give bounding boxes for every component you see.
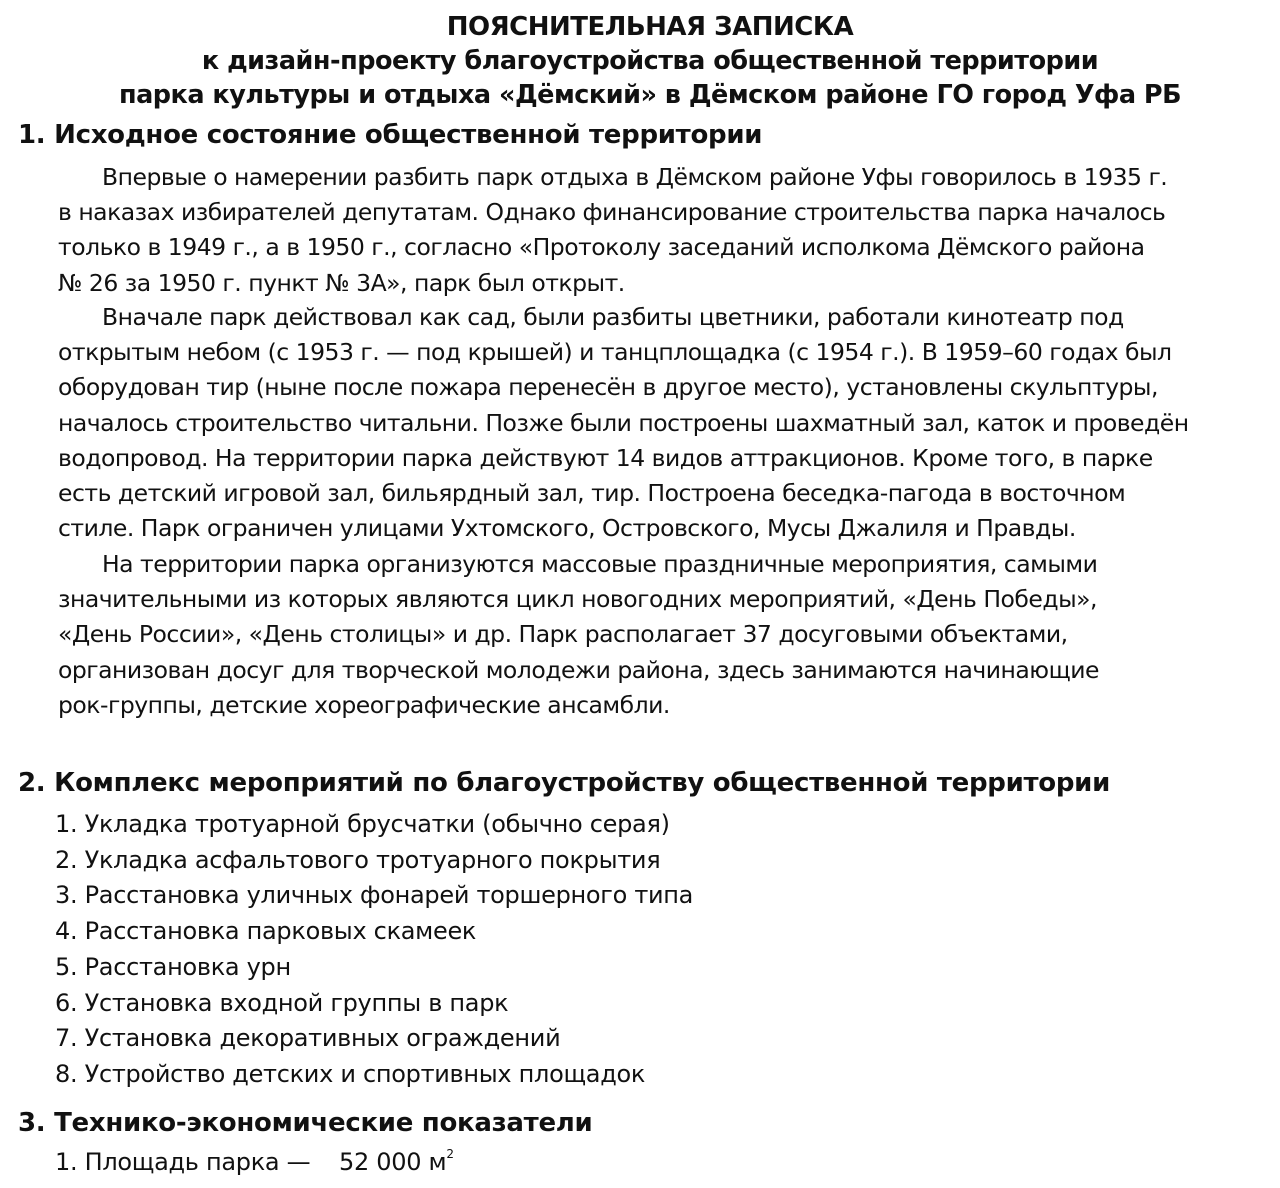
square-exponent: 2: [446, 1147, 454, 1161]
title-line-2: к дизайн-проекту благоустройства общественной территории: [201, 46, 1099, 76]
list-item: 2. Укладка асфальтового тротуарного покрытия: [55, 845, 661, 874]
section-1-paragraph-2: [58, 300, 1248, 546]
paragraph-line: есть детский игровой зал, бильярдный зал, тир. Построена беседка-пагода в восточном: [58, 479, 1126, 508]
paragraph-line: оборудован тир (ныне после пожара перенесён в другое место), установлены скульптуры,: [58, 373, 1158, 402]
paragraph-line: организован досуг для творческой молодежи района, здесь занимаются начинающие: [58, 655, 1099, 684]
title-line-3: парка культуры и отдыха «Дёмский» в Дёмском районе ГО город Уфа РБ: [118, 80, 1182, 110]
section-3-heading: 3. Технико-экономические показатели: [18, 1108, 593, 1138]
paragraph-line: началось строительство читальни. Позже были построены шахматный зал, каток и проведён: [58, 408, 1189, 437]
section-1-heading: 1. Исходное состояние общественной территории: [18, 120, 763, 150]
section-1-paragraph-1: [58, 160, 1248, 301]
paragraph-line: На территории парка организуются массовые праздничные мероприятия, самыми: [102, 550, 1098, 578]
list-item: 6. Установка входной группы в парк: [55, 988, 509, 1017]
paragraph-line: стиле. Парк ограничен улицами Ухтомского, Островского, Мусы Джалиля и Правды.: [58, 514, 1076, 543]
document-title: [0, 10, 1280, 112]
park-area-label: 1. Площадь парка —: [55, 1148, 311, 1176]
paragraph-line: водопровод. На территории парка действуют 14 видов аттракционов. Кроме того, в парке: [58, 443, 1153, 472]
section-2-heading: 2. Комплекс мероприятий по благоустройству общественной территории: [18, 768, 1111, 798]
list-item: 8. Устройство детских и спортивных площадок: [55, 1059, 646, 1088]
paragraph-line: «День России», «День столицы» и др. Парк располагает 37 досуговыми объектами,: [58, 620, 1068, 649]
list-item: 1. Укладка тротуарной брусчатки (обычно серая): [55, 810, 670, 838]
paragraph-line: рок-группы, детские хореографические ансамбли.: [58, 690, 670, 719]
section-1-paragraph-3: [58, 547, 1248, 723]
paragraph-line: № 26 за 1950 г. пункт № 3А», парк был открыт.: [58, 268, 625, 297]
list-item: 3. Расстановка уличных фонарей торшерного типа: [55, 881, 694, 910]
list-item: 5. Расстановка урн: [55, 952, 291, 981]
park-area-value: 52 000 м: [339, 1148, 447, 1176]
section-3-list: [55, 1145, 454, 1181]
paragraph-line: значительными из которых являются цикл новогодних мероприятий, «День Победы»,: [58, 585, 1097, 614]
paragraph-line: только в 1949 г., а в 1950 г., согласно «Протоколу заседаний исполкома Дёмского района: [58, 233, 1145, 262]
paragraph-line: Впервые о намерении разбить парк отдыха в Дёмском районе Уфы говорилось в 1935 г.: [102, 163, 1168, 191]
list-item: [55, 1145, 454, 1181]
list-item: 4. Расстановка парковых скамеек: [55, 917, 477, 946]
paragraph-line: открытым небом (с 1953 г. — под крышей) и танцплощадка (с 1954 г.). В 1959–60 годах был: [58, 338, 1172, 367]
paragraph-line: в наказах избирателей депутатам. Однако финансирование строительства парка началось: [58, 198, 1166, 227]
paragraph-line: Вначале парк действовал как сад, были разбиты цветники, работали кинотеатр под: [102, 303, 1124, 331]
section-2-list: [55, 807, 693, 1093]
list-item: 7. Установка декоративных ограждений: [55, 1024, 561, 1053]
title-line-1: ПОЯСНИТЕЛЬНАЯ ЗАПИСКА: [446, 12, 854, 42]
